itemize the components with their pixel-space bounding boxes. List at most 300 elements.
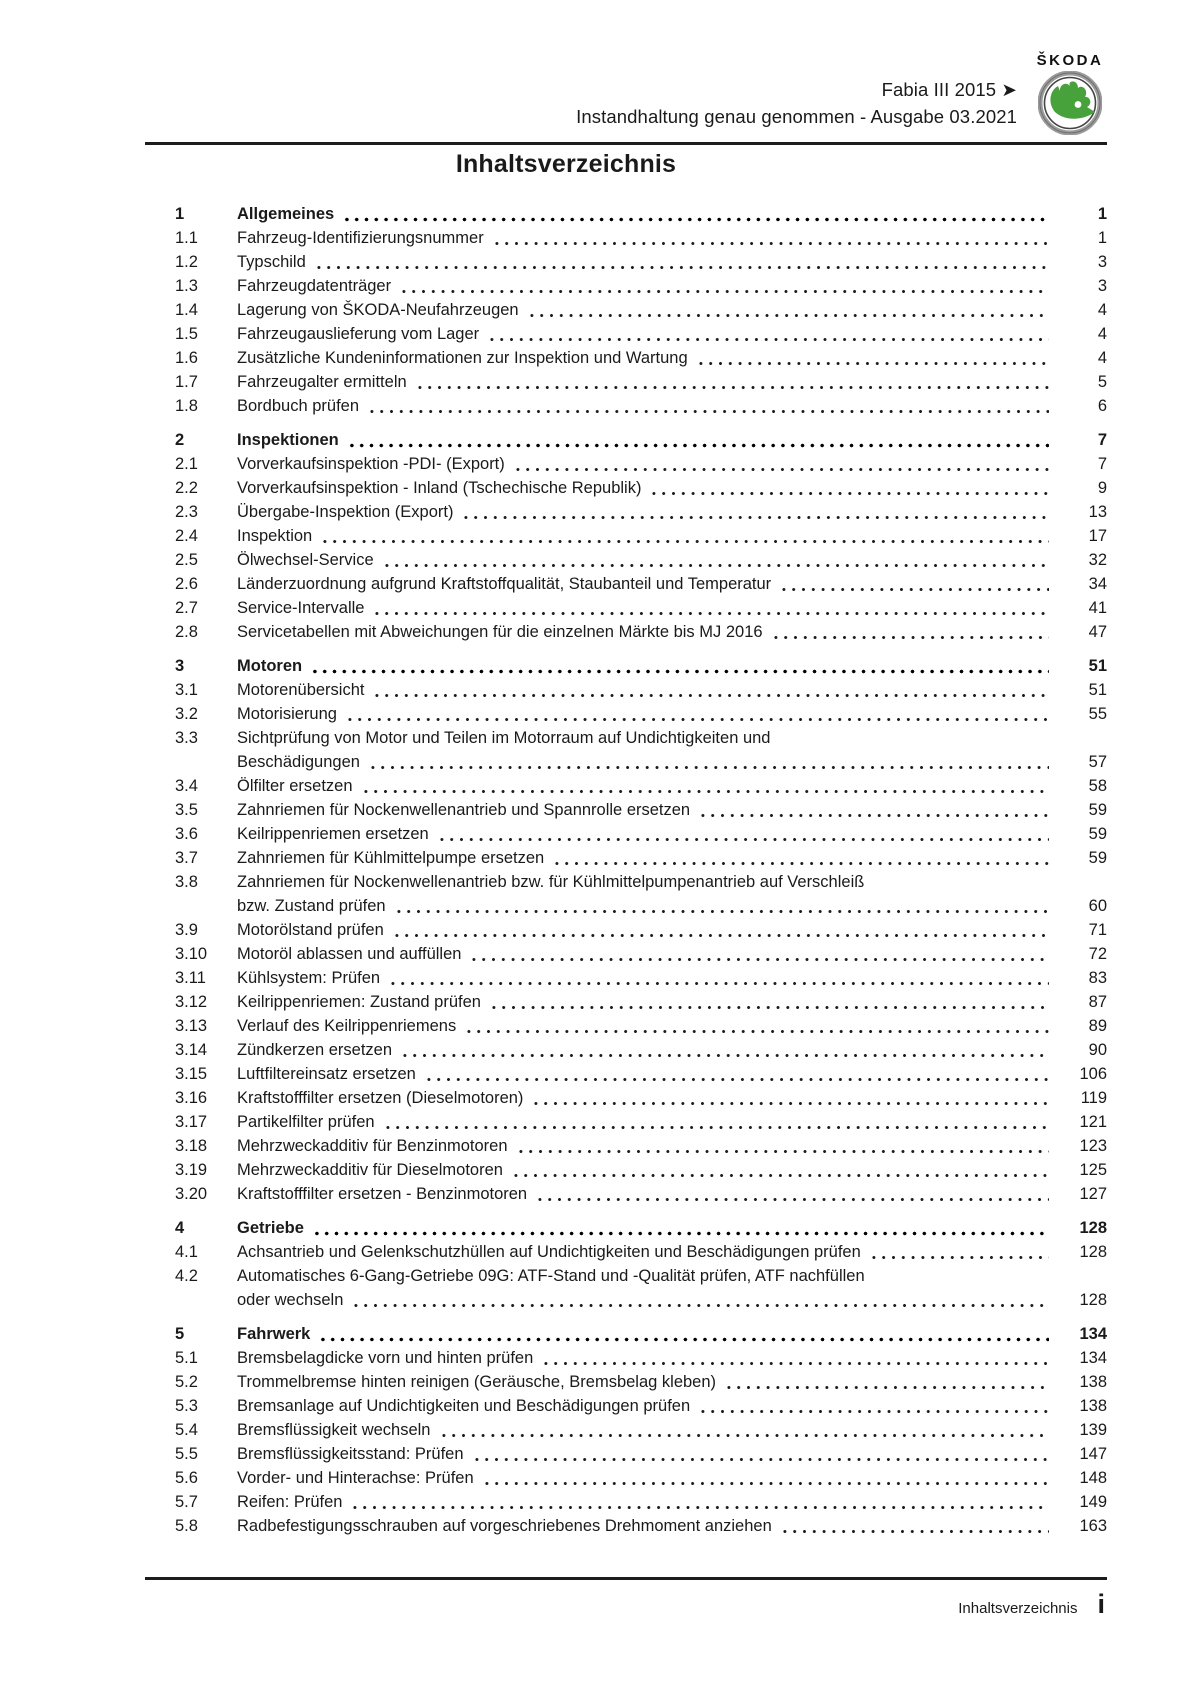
toc-entry-title: Beschädigungen <box>237 753 360 771</box>
toc-entry-page: 147 <box>1079 1445 1107 1463</box>
toc-entry-title: Fahrzeug-Identifizierungsnummer <box>237 229 484 247</box>
toc-entry-lastline <box>237 476 1107 500</box>
toc-entry-number: 3.3 <box>175 729 198 747</box>
toc-entry[interactable] <box>175 322 1107 346</box>
toc-entry-lastline <box>237 1014 1107 1038</box>
toc-entry-title: Ölwechsel-Service <box>237 551 374 569</box>
toc-entry-title: oder wechseln <box>237 1291 344 1309</box>
toc-entry[interactable] <box>175 572 1107 596</box>
header-text <box>576 52 1017 130</box>
toc-entry-number: 3.13 <box>175 1017 208 1035</box>
toc-entry-page: 51 <box>1088 681 1107 699</box>
toc-entry[interactable] <box>175 870 1107 918</box>
toc-entry-lastline <box>237 274 1107 298</box>
toc-entry-title: Service-Intervalle <box>237 599 365 617</box>
toc-list <box>175 202 1107 1538</box>
toc-entry-number: 5.3 <box>175 1397 198 1415</box>
toc-entry-lastline <box>237 654 1107 678</box>
toc-entry-number: 5.5 <box>175 1445 198 1463</box>
toc-entry-lastline <box>237 942 1107 966</box>
toc-entry-body <box>237 1158 1107 1182</box>
dot-leader <box>347 443 1049 448</box>
toc-entry[interactable] <box>175 822 1107 846</box>
toc-entry-number: 5.7 <box>175 1493 198 1511</box>
toc-entry-number: 4.1 <box>175 1243 198 1261</box>
toc-entry-number: 2.6 <box>175 575 198 593</box>
toc-entry-lastline <box>237 1288 1107 1312</box>
toc-entry-title: Kraftstofffilter ersetzen (Dieselmotoren) <box>237 1089 524 1107</box>
toc-entry-title: Motorisierung <box>237 705 337 723</box>
toc-entry-page: 83 <box>1088 969 1107 987</box>
toc-entry[interactable] <box>175 476 1107 500</box>
toc-entry-page: 134 <box>1079 1325 1107 1343</box>
toc-entry-title: Kühlsystem: Prüfen <box>237 969 381 987</box>
dot-leader <box>424 1077 1049 1082</box>
toc-entry-body <box>237 1442 1107 1466</box>
toc-entry-body <box>237 1038 1107 1062</box>
toc-entry-title: Radbefestigungsschrauben auf vorgeschriebenes Drehmoment anziehen <box>237 1517 772 1535</box>
toc-entry-body <box>237 702 1107 726</box>
toc-entry-body <box>237 202 1107 226</box>
toc-entry-body <box>237 942 1107 966</box>
toc-entry-title: Bordbuch prüfen <box>237 397 360 415</box>
toc-entry-title: Lagerung von ŠKODA-Neufahrzeugen <box>237 301 519 319</box>
toc-entry-page: 60 <box>1088 897 1107 915</box>
toc-entry-lastline <box>237 1346 1107 1370</box>
toc-entry-lastline <box>237 1038 1107 1062</box>
toc-entry-title: Bremsflüssigkeit wechseln <box>237 1421 431 1439</box>
toc-entry-number: 2.3 <box>175 503 198 521</box>
toc-entry-title: bzw. Zustand prüfen <box>237 897 386 915</box>
dot-leader <box>492 241 1049 246</box>
toc-entry-title: Keilrippenriemen ersetzen <box>237 825 429 843</box>
toc-entry[interactable] <box>175 846 1107 870</box>
dot-leader <box>345 717 1049 722</box>
toc-entry-page: 4 <box>1097 301 1107 319</box>
toc-entry-number: 1.7 <box>175 373 198 391</box>
dot-leader <box>724 1385 1049 1390</box>
toc-entry-page: 4 <box>1097 325 1107 343</box>
dot-leader <box>399 289 1049 294</box>
dot-leader <box>527 313 1049 318</box>
toc-entry-title: Verlauf des Keilrippenriemens <box>237 1017 457 1035</box>
toc-entry-lastline <box>237 990 1107 1014</box>
toc-entry-line: Sichtprüfung von Motor und Teilen im Motorraum auf Undichtigkeiten und <box>237 729 771 747</box>
dot-leader <box>698 813 1049 818</box>
toc-entry-lastline <box>237 1158 1107 1182</box>
toc-entry-lastline <box>237 774 1107 798</box>
toc-entry-lastline <box>237 894 1107 918</box>
dot-leader <box>310 669 1049 674</box>
toc-entry[interactable] <box>175 654 1107 678</box>
toc-entry-title: Typschild <box>237 253 306 271</box>
toc-entry-body <box>237 846 1107 870</box>
toc-entry-page: 128 <box>1079 1243 1107 1261</box>
toc-entry-body <box>237 1394 1107 1418</box>
toc-entry-page: 47 <box>1088 623 1107 641</box>
toc-entry[interactable] <box>175 548 1107 572</box>
dot-leader <box>779 587 1049 592</box>
toc-entry-lastline <box>237 822 1107 846</box>
toc-entry-lastline <box>237 250 1107 274</box>
dot-leader <box>516 1149 1049 1154</box>
toc-entry-number: 2.2 <box>175 479 198 497</box>
toc-entry[interactable] <box>175 990 1107 1014</box>
toc-entry[interactable] <box>175 1240 1107 1264</box>
toc-entry-page: 6 <box>1097 397 1107 415</box>
toc-entry[interactable] <box>175 774 1107 798</box>
toc-entry-body <box>237 1322 1107 1346</box>
toc-entry-title: Zahnriemen für Kühlmittelpumpe ersetzen <box>237 849 545 867</box>
toc-entry-title: Länderzuordnung aufgrund Kraftstoffqualität, Staubanteil und Temperatur <box>237 575 772 593</box>
toc-entry-lastline <box>237 1394 1107 1418</box>
toc-entry-page: 139 <box>1079 1421 1107 1439</box>
dot-leader <box>392 933 1049 938</box>
toc-entry-title: Keilrippenriemen: Zustand prüfen <box>237 993 481 1011</box>
toc-entry[interactable] <box>175 274 1107 298</box>
skoda-wordmark: ŠKODA <box>1036 52 1104 69</box>
toc-entry-number: 1.2 <box>175 253 198 271</box>
toc-entry[interactable] <box>175 226 1107 250</box>
toc-entry-body <box>237 870 1107 918</box>
toc-entry[interactable] <box>175 1346 1107 1370</box>
dot-leader <box>464 1029 1049 1034</box>
toc-entry[interactable] <box>175 1418 1107 1442</box>
toc-entry-body <box>237 394 1107 418</box>
toc-entry-title: Allgemeines <box>237 205 335 223</box>
toc-entry-page: 32 <box>1088 551 1107 569</box>
toc-entry-body <box>237 1086 1107 1110</box>
toc-entry-body <box>237 1240 1107 1264</box>
toc-entry-body <box>237 1346 1107 1370</box>
toc-entry-page: 90 <box>1088 1041 1107 1059</box>
toc-entry[interactable] <box>175 702 1107 726</box>
toc-entry-number: 3.17 <box>175 1113 208 1131</box>
toc-entry-number: 1.6 <box>175 349 198 367</box>
toc-entry-lastline <box>237 1182 1107 1206</box>
toc-entry-body <box>237 678 1107 702</box>
toc-entry-page: 58 <box>1088 777 1107 795</box>
toc-entry-title: Ölfilter ersetzen <box>237 777 353 795</box>
toc-entry[interactable] <box>175 298 1107 322</box>
toc-entry[interactable] <box>175 202 1107 226</box>
toc-entry[interactable] <box>175 370 1107 394</box>
dot-leader <box>372 693 1049 698</box>
toc-entry-title: Kraftstofffilter ersetzen - Benzinmotoren <box>237 1185 528 1203</box>
toc-entry-page: 59 <box>1088 849 1107 867</box>
toc-entry[interactable] <box>175 1322 1107 1346</box>
toc-entry[interactable] <box>175 798 1107 822</box>
toc-entry[interactable] <box>175 1442 1107 1466</box>
toc-entry[interactable] <box>175 678 1107 702</box>
toc-entry-title: Bremsanlage auf Undichtigkeiten und Beschädigungen prüfen <box>237 1397 691 1415</box>
toc-entry[interactable] <box>175 524 1107 548</box>
toc-entry-number: 3.6 <box>175 825 198 843</box>
toc-entry-title: Vorder- und Hinterachse: Prüfen <box>237 1469 474 1487</box>
toc-entry[interactable] <box>175 346 1107 370</box>
toc-entry-lastline <box>237 322 1107 346</box>
toc-entry-page: 59 <box>1088 825 1107 843</box>
toc-entry[interactable] <box>175 1086 1107 1110</box>
toc-entry-page: 128 <box>1079 1219 1107 1237</box>
dot-leader <box>513 467 1049 472</box>
toc-entry-title: Bremsbelagdicke vorn und hinten prüfen <box>237 1349 534 1367</box>
toc-entry-body <box>237 500 1107 524</box>
dot-leader <box>531 1101 1049 1106</box>
toc-entry-body <box>237 798 1107 822</box>
toc-entry[interactable] <box>175 1038 1107 1062</box>
toc-entry-body <box>237 1466 1107 1490</box>
toc-entry-lastline <box>237 394 1107 418</box>
toc-entry-page: 148 <box>1079 1469 1107 1487</box>
toc-entry-number: 3.15 <box>175 1065 208 1083</box>
toc-entry-title: Trommelbremse hinten reinigen (Geräusche, Bremsbelag kleben) <box>237 1373 717 1391</box>
toc-entry[interactable] <box>175 1158 1107 1182</box>
toc-entry-lastline <box>237 1134 1107 1158</box>
toc-entry-number: 3.18 <box>175 1137 208 1155</box>
dot-leader <box>388 981 1049 986</box>
toc-entry-number: 5.4 <box>175 1421 198 1439</box>
toc-entry-body <box>237 226 1107 250</box>
toc-entry-title: Motorenübersicht <box>237 681 365 699</box>
toc-entry-title: Zündkerzen ersetzen <box>237 1041 393 1059</box>
toc-entry[interactable] <box>175 428 1107 452</box>
footer-divider <box>145 1577 1107 1580</box>
dot-leader <box>314 265 1049 270</box>
toc-entry-title: Servicetabellen mit Abweichungen für die einzelnen Märkte bis MJ 2016 <box>237 623 763 641</box>
toc-entry-body <box>237 1182 1107 1206</box>
toc-entry-lastline <box>237 798 1107 822</box>
toc-entry-lastline <box>237 1062 1107 1086</box>
dot-leader <box>382 563 1049 568</box>
toc-entry-page: 125 <box>1079 1161 1107 1179</box>
toc-entry-lastline <box>237 1418 1107 1442</box>
toc-entry-body <box>237 1134 1107 1158</box>
toc-entry-body <box>237 596 1107 620</box>
toc-entry-number: 5.6 <box>175 1469 198 1487</box>
toc-entry[interactable] <box>175 1134 1107 1158</box>
toc-entry-number: 1 <box>175 205 185 223</box>
toc-entry-body <box>237 452 1107 476</box>
toc-entry-body <box>237 774 1107 798</box>
toc-entry-number: 2.4 <box>175 527 198 545</box>
toc-entry-number: 3.8 <box>175 873 198 891</box>
toc-entry[interactable] <box>175 500 1107 524</box>
toc-entry-body <box>237 1418 1107 1442</box>
toc-entry-number: 3.4 <box>175 777 198 795</box>
toc-entry-title: Bremsflüssigkeitsstand: Prüfen <box>237 1445 464 1463</box>
toc-entry-page: 89 <box>1088 1017 1107 1035</box>
toc-entry-lastline <box>237 202 1107 226</box>
toc-entry[interactable] <box>175 942 1107 966</box>
toc-entry-page: 87 <box>1088 993 1107 1011</box>
dot-leader <box>482 1481 1049 1486</box>
toc-entry-number: 3.14 <box>175 1041 208 1059</box>
dot-leader <box>489 1005 1049 1010</box>
dot-leader <box>649 491 1049 496</box>
toc-entry[interactable] <box>175 1490 1107 1514</box>
toc-entry-body <box>237 990 1107 1014</box>
toc-entry-title: Motoröl ablassen und auffüllen <box>237 945 462 963</box>
toc-entry-lastline <box>237 428 1107 452</box>
toc-entry-lastline <box>237 1490 1107 1514</box>
toc-entry-lastline <box>237 346 1107 370</box>
toc-entry-lastline <box>237 1514 1107 1538</box>
toc-entry-body <box>237 274 1107 298</box>
toc-entry-page: 51 <box>1088 657 1107 675</box>
dot-leader <box>350 1505 1049 1510</box>
toc-entry-title: Fahrzeugauslieferung vom Lager <box>237 325 480 343</box>
toc-entry-number: 3.12 <box>175 993 208 1011</box>
toc-entry-title: Luftfiltereinsatz ersetzen <box>237 1065 416 1083</box>
toc-entry[interactable] <box>175 1014 1107 1038</box>
toc-entry-lastline <box>237 298 1107 322</box>
toc-entry-page: 149 <box>1079 1493 1107 1511</box>
toc-entry[interactable] <box>175 1062 1107 1086</box>
toc-entry[interactable] <box>175 1466 1107 1490</box>
toc-entry-page: 57 <box>1088 753 1107 771</box>
dot-leader <box>312 1231 1049 1236</box>
toc-entry-line: Zahnriemen für Nockenwellenantrieb bzw. für Kühlmittelpumpenantrieb auf Verschleiß <box>237 873 865 891</box>
toc-entry-number: 2.5 <box>175 551 198 569</box>
toc-entry[interactable] <box>175 1182 1107 1206</box>
toc-entry-page: 1 <box>1097 205 1107 223</box>
skoda-logo-icon <box>1033 71 1107 140</box>
toc-entry-page: 106 <box>1079 1065 1107 1083</box>
toc-entry-body <box>237 370 1107 394</box>
toc-entry[interactable] <box>175 1514 1107 1538</box>
toc-entry[interactable] <box>175 1216 1107 1240</box>
toc-entry-lastline <box>237 846 1107 870</box>
toc-entry-body <box>237 346 1107 370</box>
toc-entry-body <box>237 548 1107 572</box>
toc-entry-lastline <box>237 524 1107 548</box>
toc-entry-body <box>237 822 1107 846</box>
page-footer <box>145 1590 1105 1618</box>
toc-entry-lastline <box>237 370 1107 394</box>
dot-leader <box>400 1053 1049 1058</box>
toc-entry[interactable] <box>175 1370 1107 1394</box>
toc-entry[interactable] <box>175 726 1107 774</box>
toc-entry-page: 34 <box>1088 575 1107 593</box>
dot-leader <box>351 1303 1049 1308</box>
toc-entry-page: 121 <box>1079 1113 1107 1131</box>
toc-entry-body <box>237 428 1107 452</box>
dot-leader <box>472 1457 1049 1462</box>
toc-entry-body <box>237 1062 1107 1086</box>
toc-entry-body <box>237 250 1107 274</box>
toc-entry-page: 7 <box>1097 455 1107 473</box>
toc-entry-number: 3.11 <box>175 969 206 987</box>
dot-leader <box>541 1361 1049 1366</box>
dot-leader <box>771 635 1049 640</box>
page-header <box>145 52 1107 140</box>
toc-entry-page: 119 <box>1080 1089 1107 1107</box>
toc-entry-body <box>237 1110 1107 1134</box>
toc-entry-page: 138 <box>1079 1397 1107 1415</box>
toc-entry-page: 13 <box>1088 503 1107 521</box>
toc-entry-lastline <box>237 1466 1107 1490</box>
toc-entry[interactable] <box>175 596 1107 620</box>
dot-leader <box>415 385 1049 390</box>
dot-leader <box>487 337 1049 342</box>
toc-entry-page: 59 <box>1088 801 1107 819</box>
dot-leader <box>511 1173 1049 1178</box>
toc-entry[interactable] <box>175 394 1107 418</box>
header-model-line: Fabia III 2015 ➤ <box>881 79 1017 100</box>
toc-entry-lastline <box>237 1216 1107 1240</box>
toc-entry-page: 55 <box>1088 705 1107 723</box>
toc-entry[interactable] <box>175 1110 1107 1134</box>
dot-leader <box>552 861 1049 866</box>
toc-entry-lastline <box>237 1442 1107 1466</box>
dot-leader <box>698 1409 1049 1414</box>
toc-entry-title: Fahrwerk <box>237 1325 311 1343</box>
toc-entry-number: 2 <box>175 431 185 449</box>
toc-entry-body <box>237 1014 1107 1038</box>
toc-entry-number: 3.20 <box>175 1185 208 1203</box>
toc-entry-page: 17 <box>1088 527 1107 545</box>
toc-entry-body <box>237 1490 1107 1514</box>
toc-entry-title: Vorverkaufsinspektion - Inland (Tschechische Republik) <box>237 479 642 497</box>
toc-entry-lastline <box>237 572 1107 596</box>
footer-page-number: i <box>1097 1589 1105 1619</box>
toc-entry-page: 72 <box>1088 945 1107 963</box>
toc-entry-body <box>237 1216 1107 1240</box>
toc-entry-title: Motoren <box>237 657 303 675</box>
toc-entry-page: 128 <box>1079 1291 1107 1309</box>
toc-entry-number: 2.7 <box>175 599 198 617</box>
toc-entry-page: 9 <box>1097 479 1107 497</box>
toc-entry[interactable] <box>175 918 1107 942</box>
toc-entry[interactable] <box>175 452 1107 476</box>
toc-entry-body <box>237 1514 1107 1538</box>
toc-entry[interactable] <box>175 250 1107 274</box>
toc-entry-page: 3 <box>1097 277 1107 295</box>
toc-entry-title: Übergabe-Inspektion (Export) <box>237 503 454 521</box>
toc-entry[interactable] <box>175 1264 1107 1312</box>
page-title: Inhaltsverzeichnis <box>455 150 677 178</box>
toc-entry-body <box>237 476 1107 500</box>
header-divider <box>145 142 1107 145</box>
toc-entry-page: 138 <box>1079 1373 1107 1391</box>
toc-entry-number: 3.19 <box>175 1161 208 1179</box>
dot-leader <box>368 765 1049 770</box>
toc-entry-number: 5.1 <box>175 1349 198 1367</box>
toc-entry-body <box>237 322 1107 346</box>
toc-entry-lastline <box>237 596 1107 620</box>
toc-entry-number: 3 <box>175 657 185 675</box>
dot-leader <box>780 1529 1049 1534</box>
toc-entry-title: Zahnriemen für Nockenwellenantrieb und Spannrolle ersetzen <box>237 801 691 819</box>
toc-entry-number: 1.1 <box>175 229 198 247</box>
toc-entry-number: 3.9 <box>175 921 198 939</box>
skoda-logo <box>1033 52 1107 140</box>
toc-entry-body <box>237 524 1107 548</box>
dot-leader <box>437 837 1049 842</box>
toc-entry[interactable] <box>175 620 1107 644</box>
toc-entry-number: 3.5 <box>175 801 198 819</box>
dot-leader <box>696 361 1049 366</box>
dot-leader <box>461 515 1049 520</box>
toc-entry-line: Automatisches 6-Gang-Getriebe 09G: ATF-Stand und -Qualität prüfen, ATF nachfüllen <box>237 1267 865 1285</box>
toc-entry-body <box>237 298 1107 322</box>
toc-entry-lastline <box>237 966 1107 990</box>
toc-entry-lastline <box>237 1322 1107 1346</box>
toc-entry[interactable] <box>175 966 1107 990</box>
toc-entry-number: 1.3 <box>175 277 198 295</box>
toc-entry[interactable] <box>175 1394 1107 1418</box>
